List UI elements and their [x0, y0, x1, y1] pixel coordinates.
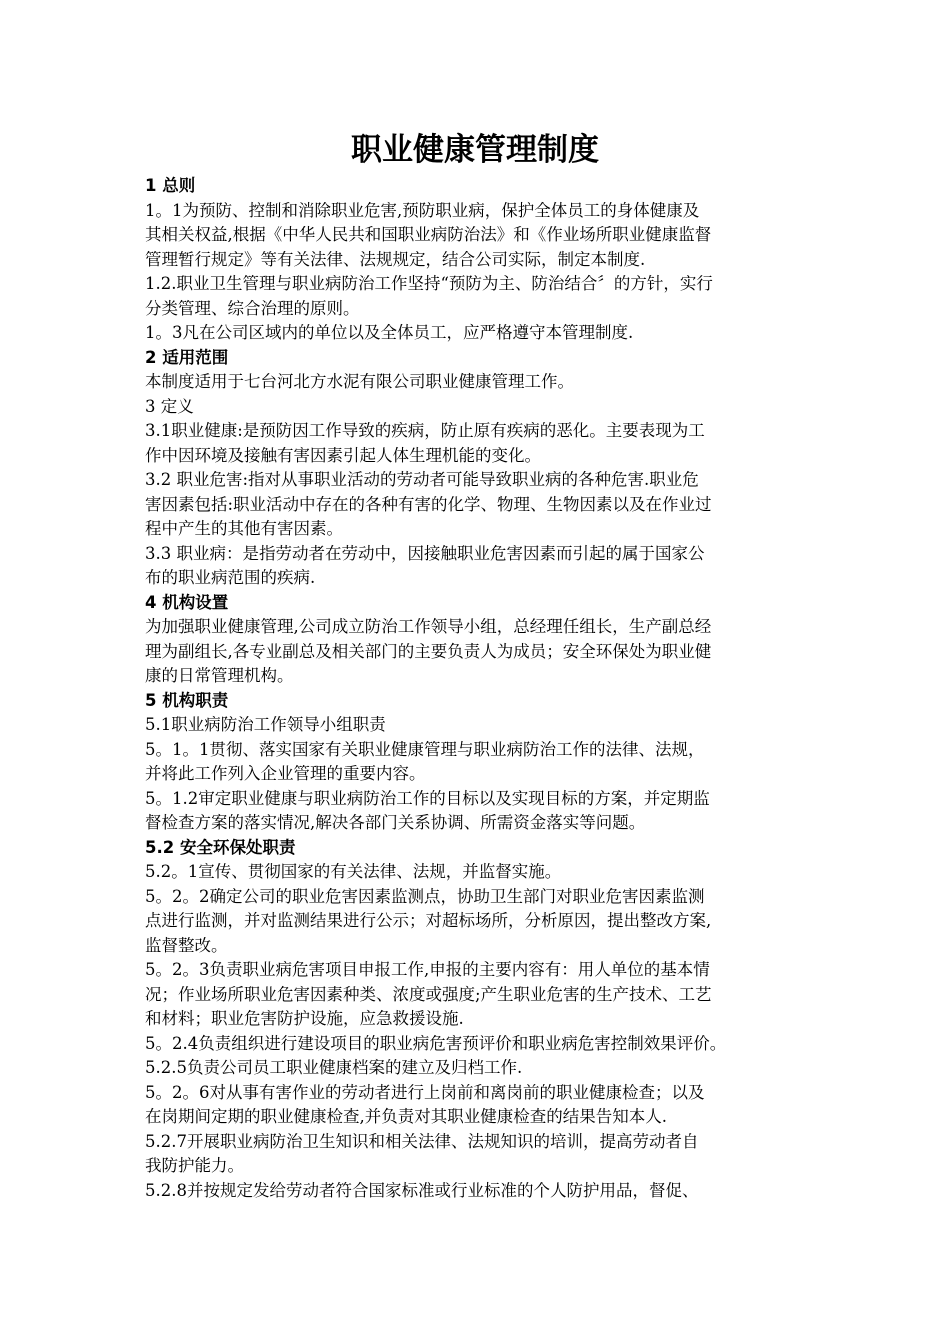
text-line: 5.2。1宣传、贯彻国家的有关法律、法规，并监督实施。: [145, 862, 562, 881]
text-line: 理为副组长,各专业副总及相关部门的主要负责人为成员；安全环保处为职业健: [145, 641, 712, 661]
section-heading: 4 机构设置: [145, 592, 229, 612]
text-line: 5。2.4负责组织进行建设项目的职业病危害预评价和职业病危害控制效果评价。: [145, 1033, 727, 1053]
text-line: 和材料；职业危害防护设施，应急救援设施.: [145, 1009, 464, 1028]
text-line: 1.2.职业卫生管理与职业病防治工作坚持“预防为主、防治结合〞的方针，实行: [145, 274, 713, 293]
text-line: 1。1为预防、控制和消除职业危害,预防职业病，保护全体员工的身体健康及: [145, 200, 700, 220]
text-line: 在岗期间定期的职业健康检查,并负责对其职业健康检查的结果告知本人.: [145, 1107, 667, 1126]
text-line: 3.1职业健康:是预防因工作导致的疾病，防止原有疾病的恶化。主要表现为工: [145, 421, 705, 440]
section-heading: 2 适用范围: [145, 347, 229, 367]
text-line: 5。2。3负责职业病危害项目申报工作,申报的主要内容有：用人单位的基本情: [145, 960, 710, 979]
text-line: 3.2 职业危害:指对从事职业活动的劳动者可能导致职业病的各种危害.职业危: [145, 470, 699, 489]
section-heading: 5.2 安全环保处职责: [145, 837, 296, 857]
text-line: 5。1。1贯彻、落实国家有关职业健康管理与职业病防治工作的法律、法规，: [145, 739, 705, 759]
text-line: 5.2.5负责公司员工职业健康档案的建立及归档工作.: [145, 1058, 523, 1077]
text-line: 3 定义: [145, 396, 194, 416]
text-line: 管理暂行规定》等有关法律、法规规定，结合公司实际，制定本制度.: [145, 249, 646, 269]
text-line: 作中因环境及接触有害因素引起人体生理机能的变化。: [145, 445, 541, 465]
text-line: 点进行监测，并对监测结果进行公示；对超标场所，分析原因，提出整改方案,: [145, 911, 712, 930]
section-heading: 1 总则: [145, 176, 196, 195]
text-line: 康的日常管理机构。: [145, 666, 294, 685]
text-line: 况；作业场所职业危害因素种类、浓度或强度;产生职业危害的生产技术、工艺: [145, 984, 712, 1004]
text-line: 为加强职业健康管理,公司成立防治工作领导小组，总经理任组长，生产副总经: [145, 617, 712, 636]
text-line: 5。2。2确定公司的职业危害因素监测点，协助卫生部门对职业危害因素监测: [145, 886, 705, 906]
text-line: 5。2。6对从事有害作业的劳动者进行上岗前和离岗前的职业健康检查；以及: [145, 1082, 705, 1102]
document-title: 职业健康管理制度: [351, 132, 599, 168]
text-line: 5.1职业病防治工作领导小组职责: [145, 715, 386, 734]
text-line: 我防护能力。: [145, 1156, 244, 1175]
text-line: 程中产生的其他有害因素。: [145, 519, 343, 538]
text-line: 督检查方案的落实情况,解决各部门关系协调、所需资金落实等问题。: [145, 813, 646, 832]
text-line: 3.3 职业病：是指劳动者在劳动中，因接触职业危害因素而引起的属于国家公: [145, 543, 705, 563]
text-line: 其相关权益,根据《中华人民共和国职业病防治法》和《作业场所职业健康监督: [145, 225, 712, 244]
text-line: 5.2.7开展职业病防治卫生知识和相关法律、法规知识的培训，提高劳动者自: [145, 1131, 699, 1151]
text-line: 分类管理、综合治理的原则。: [145, 298, 360, 318]
document-body: [145, 174, 811, 1203]
text-line: 监督整改。: [145, 935, 228, 955]
text-line: 5.2.8并按规定发给劳动者符合国家标准或行业标准的个人防护用品，督促、: [145, 1180, 699, 1200]
text-line: 5。1.2审定职业健康与职业病防治工作的目标以及实现目标的方案，并定期监: [145, 788, 710, 808]
text-line: 1。3凡在公司区域内的单位以及全体员工，应严格遵守本管理制度.: [145, 323, 634, 342]
text-line: 害因素包括:职业活动中存在的各种有害的化学、物理、生物因素以及在作业过: [145, 494, 712, 514]
text-line: 并将此工作列入企业管理的重要内容。: [145, 764, 426, 783]
text-line: 本制度适用于七台河北方水泥有限公司职业健康管理工作。: [145, 372, 574, 391]
section-heading: 5 机构职责: [145, 690, 229, 710]
text-line: 布的职业病范围的疾病.: [145, 568, 316, 587]
